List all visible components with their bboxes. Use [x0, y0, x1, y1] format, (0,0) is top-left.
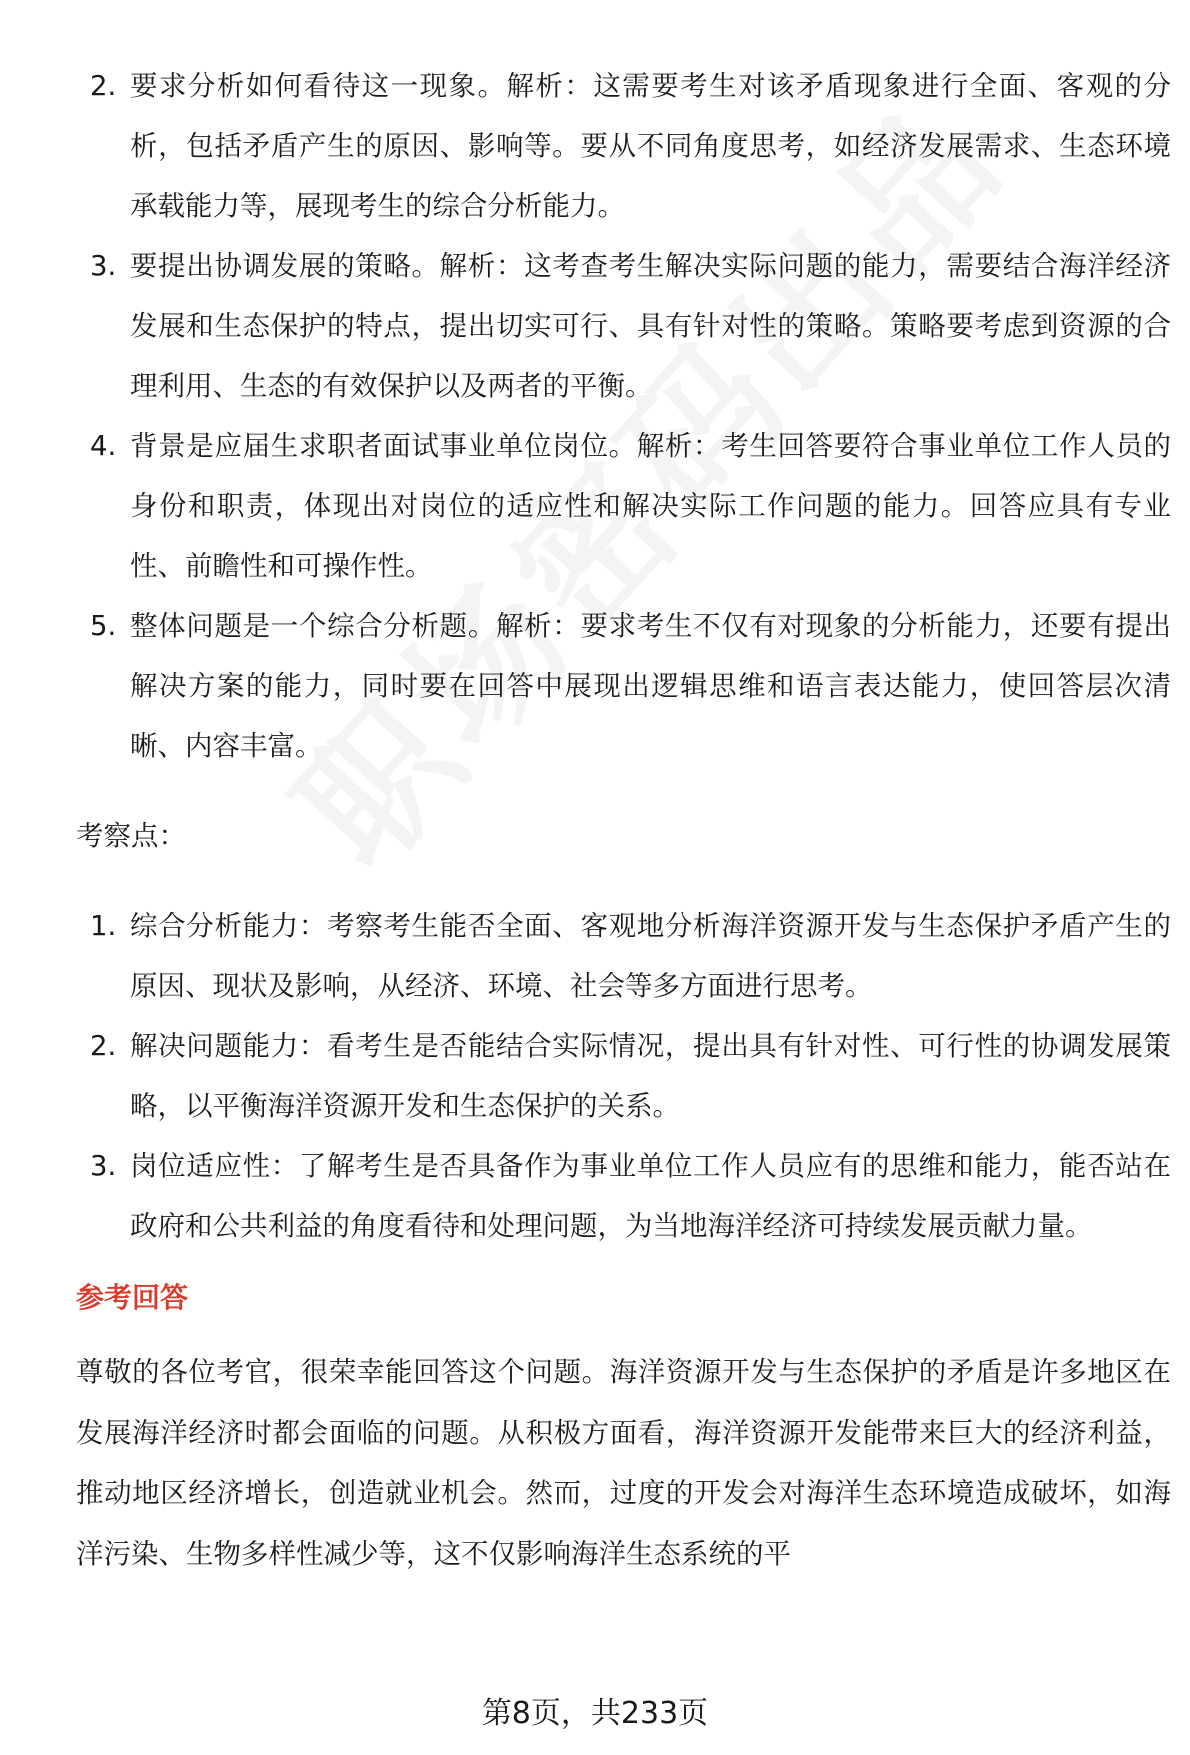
list-item-number: 2.: [90, 70, 117, 102]
list-item-number: 2.: [90, 1030, 117, 1062]
list-item: [76, 896, 1171, 1016]
list-item-text: 要求分析如何看待这一现象。解析：这需要考生对该矛盾现象进行全面、客观的分析，包括矛盾产生的原因、影响等。要从不同角度思考，如经济发展需求、生态环境承载能力等，展现考生的综合分析能力。: [130, 70, 1171, 222]
list-item-number: 5.: [90, 610, 117, 642]
list-item: [76, 416, 1171, 596]
page-content: [76, 56, 1171, 1584]
list-item-text: 要提出协调发展的策略。解析：这考查考生解决实际问题的能力，需要结合海洋经济发展和生态保护的特点，提出切实可行、具有针对性的策略。策略要考虑到资源的合理利用、生态的有效保护以及两者的平衡。: [130, 250, 1171, 402]
kaochadian-label: 考察点：: [76, 820, 186, 852]
reference-heading: 参考回答: [76, 1281, 189, 1314]
list-item-number: 3.: [90, 250, 117, 282]
list-item-text: 岗位适应性：了解考生是否具备作为事业单位工作人员应有的思维和能力，能否站在政府和公共利益的角度看待和处理问题，为当地海洋经济可持续发展贡献力量。: [130, 1150, 1171, 1242]
kaochadian-list: [76, 896, 1171, 1256]
list-item: [76, 236, 1171, 416]
list-item: [76, 1016, 1171, 1136]
list-item: [76, 1136, 1171, 1256]
list-item-text: 解决问题能力：看考生是否能结合实际情况，提出具有针对性、可行性的协调发展策略，以平衡海洋资源开发和生态保护的关系。: [130, 1030, 1171, 1122]
list-item: [76, 56, 1171, 236]
page-footer: 第8页，共233页: [481, 1696, 709, 1731]
list-item-text: 综合分析能力：考察考生能否全面、客观地分析海洋资源开发与生态保护矛盾产生的原因、现状及影响，从经济、环境、社会等多方面进行思考。: [130, 910, 1171, 1002]
list-item-number: 3.: [90, 1150, 117, 1182]
list-item-text: 背景是应届生求职者面试事业单位岗位。解析：考生回答要符合事业单位工作人员的身份和职责，体现出对岗位的适应性和解决实际工作问题的能力。回答应具有专业性、前瞻性和可操作性。: [130, 430, 1171, 582]
list-item: [76, 596, 1171, 776]
list-item-number: 1.: [90, 910, 117, 942]
list-item-number: 4.: [90, 430, 117, 462]
list-item-text: 整体问题是一个综合分析题。解析：要求考生不仅有对现象的分析能力，还要有提出解决方案的能力，同时要在回答中展现出逻辑思维和语言表达能力，使回答层次清晰、内容丰富。: [130, 610, 1171, 762]
analysis-list: [76, 56, 1171, 776]
reference-paragraph: 尊敬的各位考官，很荣幸能回答这个问题。海洋资源开发与生态保护的矛盾是许多地区在发展海洋经济时都会面临的问题。从积极方面看，海洋资源开发能带来巨大的经济利益，推动地区经济增长，创造就业机会。然而，过度的开发会对海洋生态环境造成破坏，如海洋污染、生物多样性减少等，这不仅影响海洋生态系统的平: [76, 1356, 1171, 1570]
